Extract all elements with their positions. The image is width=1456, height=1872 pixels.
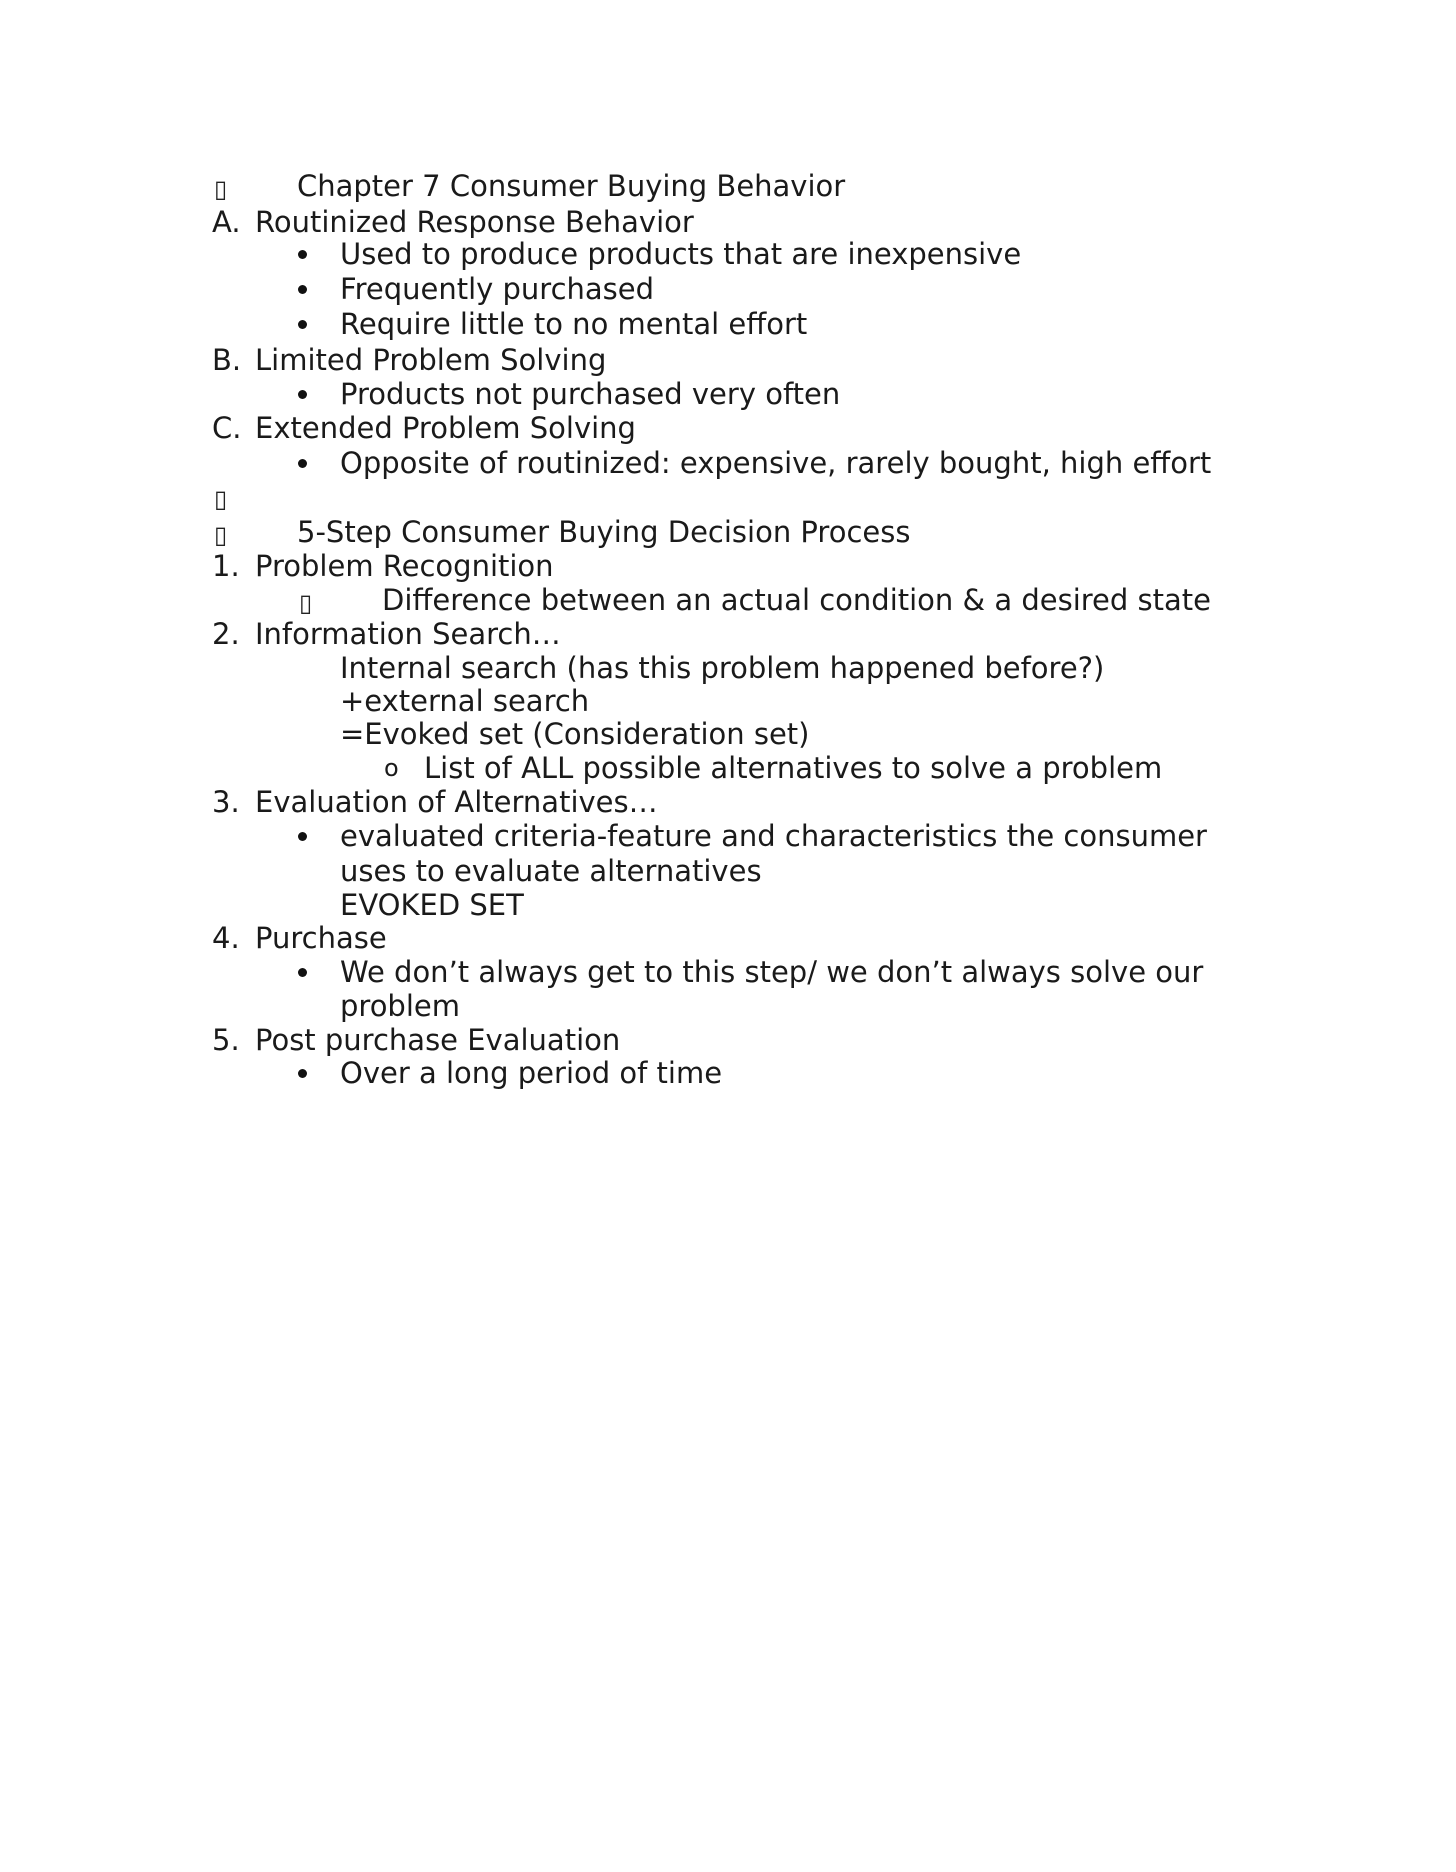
process-heading: 5-Step Consumer Buying Decision Process	[297, 515, 911, 549]
list-item: List of ALL possible alternatives to solve a problem	[424, 751, 1163, 785]
bullet-icon	[298, 832, 307, 841]
step-3-label: 3.	[212, 785, 240, 819]
step-3-title: Evaluation of Alternatives…	[255, 785, 658, 819]
section-a-label: A.	[212, 205, 241, 239]
section-b-label: B.	[212, 343, 242, 377]
list-item: Frequently purchased	[340, 272, 655, 306]
box-symbol-icon: ▯	[214, 521, 228, 549]
list-item: Require little to no mental effort	[340, 307, 808, 341]
list-item: We don’t always get to this step/ we don’t always solve our	[340, 955, 1204, 989]
bullet-icon	[298, 285, 307, 294]
list-item: +external search	[340, 684, 590, 718]
section-c-label: C.	[212, 411, 242, 445]
step-5-title: Post purchase Evaluation	[255, 1023, 621, 1057]
list-item: Internal search (has this problem happened before?)	[340, 651, 1105, 685]
list-item: Products not purchased very often	[340, 377, 841, 411]
list-item: Over a long period of time	[340, 1056, 723, 1090]
step-2-title: Information Search…	[255, 617, 561, 651]
list-item: EVOKED SET	[340, 888, 524, 922]
list-item-continuation: problem	[340, 989, 460, 1023]
bullet-icon	[298, 390, 307, 399]
step-2-label: 2.	[212, 617, 240, 651]
list-item: evaluated criteria-feature and characteristics the consumer	[340, 819, 1207, 853]
bullet-icon	[298, 250, 307, 259]
step-1-label: 1.	[212, 549, 240, 583]
sub-bullet-marker: o	[384, 754, 399, 782]
step-1-title: Problem Recognition	[255, 549, 554, 583]
section-b-title: Limited Problem Solving	[255, 343, 607, 377]
bullet-icon	[298, 1069, 307, 1078]
step-4-label: 4.	[212, 921, 240, 955]
list-item: Used to produce products that are inexpensive	[340, 237, 1022, 271]
box-symbol-icon: ▯	[299, 589, 313, 617]
step-4-title: Purchase	[255, 921, 387, 955]
box-symbol-icon: ▯	[214, 485, 228, 513]
section-a-title: Routinized Response Behavior	[255, 205, 694, 239]
step-5-label: 5.	[212, 1023, 240, 1057]
chapter-heading: Chapter 7 Consumer Buying Behavior	[297, 169, 846, 203]
box-symbol-icon: ▯	[214, 175, 228, 203]
list-item: =Evoked set (Consideration set)	[340, 717, 810, 751]
bullet-icon	[298, 459, 307, 468]
list-item: Difference between an actual condition & a desired state	[382, 583, 1211, 617]
section-c-title: Extended Problem Solving	[255, 411, 636, 445]
list-item-continuation: uses to evaluate alternatives	[340, 854, 762, 888]
bullet-icon	[298, 320, 307, 329]
bullet-icon	[298, 968, 307, 977]
list-item: Opposite of routinized: expensive, rarely bought, high effort	[340, 446, 1212, 480]
